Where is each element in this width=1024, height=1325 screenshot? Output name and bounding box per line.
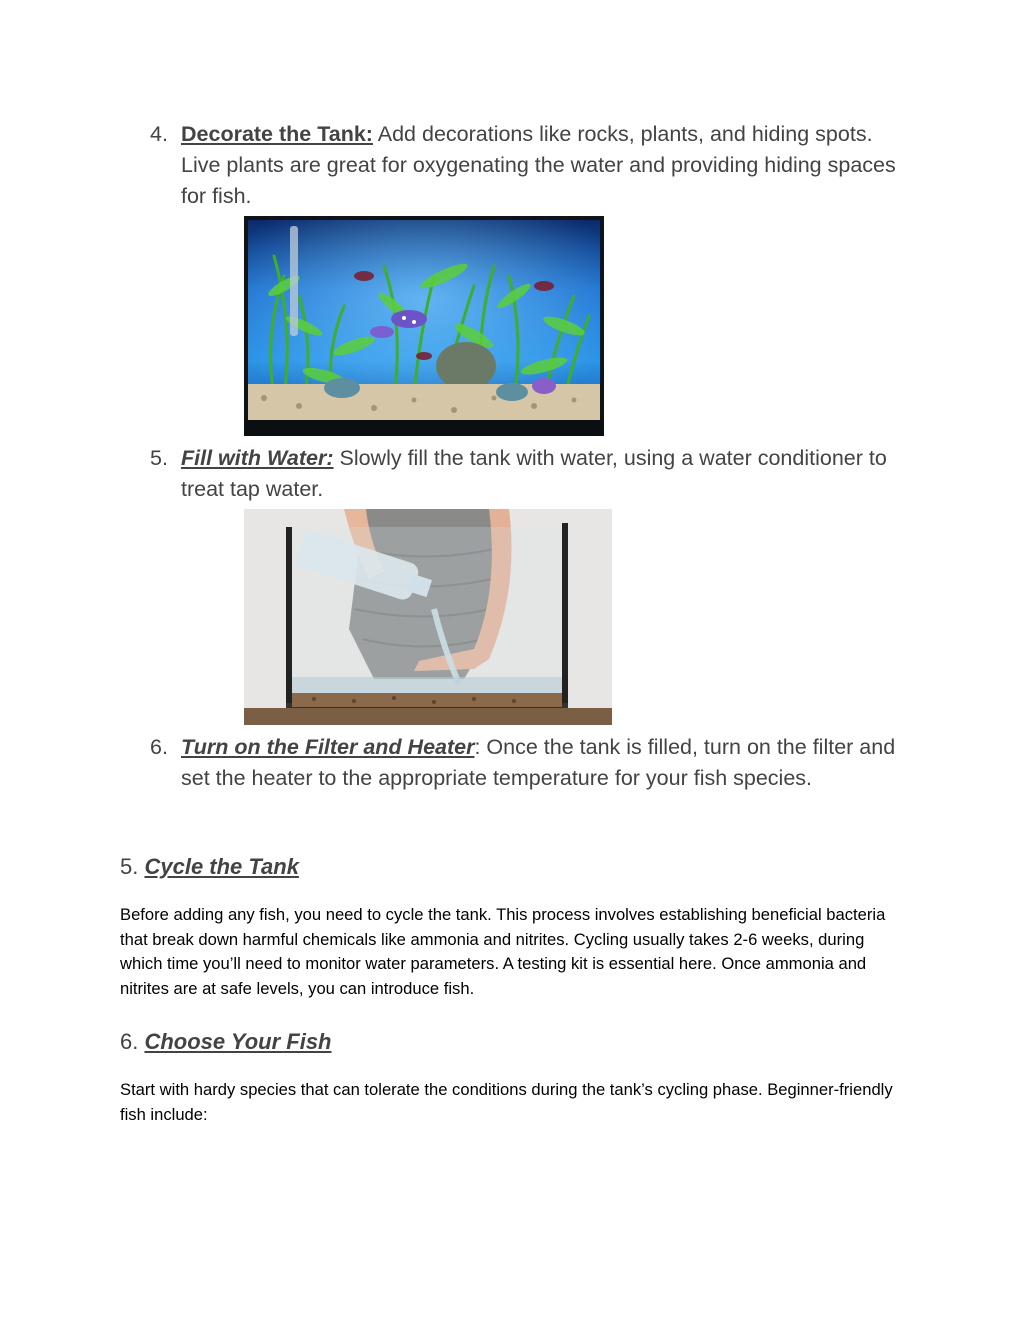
section-title: Cycle the Tank xyxy=(144,854,299,879)
step-body: Slowly fill the tank with water, using a water conditioner to treat tap water. xyxy=(181,446,887,501)
section-heading-choose-fish xyxy=(120,1027,332,1057)
list-item-text xyxy=(181,443,910,505)
filling-tank-photo xyxy=(244,509,612,725)
list-item-text xyxy=(181,119,910,212)
aquarium-photo xyxy=(244,216,604,436)
step-body: Add decorations like rocks, plants, and hiding spots. Live plants are great for oxygenating the water and providing hiding spaces for fish. xyxy=(181,122,896,208)
list-item-fill xyxy=(150,443,910,505)
list-number: 6. xyxy=(150,735,168,759)
list-number: 4. xyxy=(150,122,168,146)
section-paragraph-choose-fish: Start with hardy species that can tolerate the conditions during the tank’s cycling phase. Beginner-friendly fish include: xyxy=(120,1080,893,1124)
step-body: : Once the tank is filled, turn on the filter and set the heater to the appropriate temperature for your fish species. xyxy=(181,735,896,790)
section-paragraph-cycle: Before adding any fish, you need to cycle the tank. This process involves establishing beneficial bacteria that break down harmful chemicals like ammonia and nitrites. Cycling usually takes 2-6 weeks, during which time you’ll need to monitor water parameters. A testing kit is essential here. Once ammonia and nitrites are at safe levels, you can introduce fish. xyxy=(120,905,886,998)
list-item-text xyxy=(181,732,910,794)
section-heading-cycle xyxy=(120,852,299,882)
section-number: 6. xyxy=(120,1029,145,1054)
section-title: Choose Your Fish xyxy=(144,1029,332,1054)
list-item-filter-heater xyxy=(150,732,910,794)
step-title: Fill with Water: xyxy=(181,446,334,470)
step-title: Turn on the Filter and Heater xyxy=(181,735,475,759)
step-title: Decorate the Tank: xyxy=(181,122,373,146)
list-item-decorate xyxy=(150,119,910,212)
list-number: 5. xyxy=(150,446,168,470)
section-number: 5. xyxy=(120,854,145,879)
